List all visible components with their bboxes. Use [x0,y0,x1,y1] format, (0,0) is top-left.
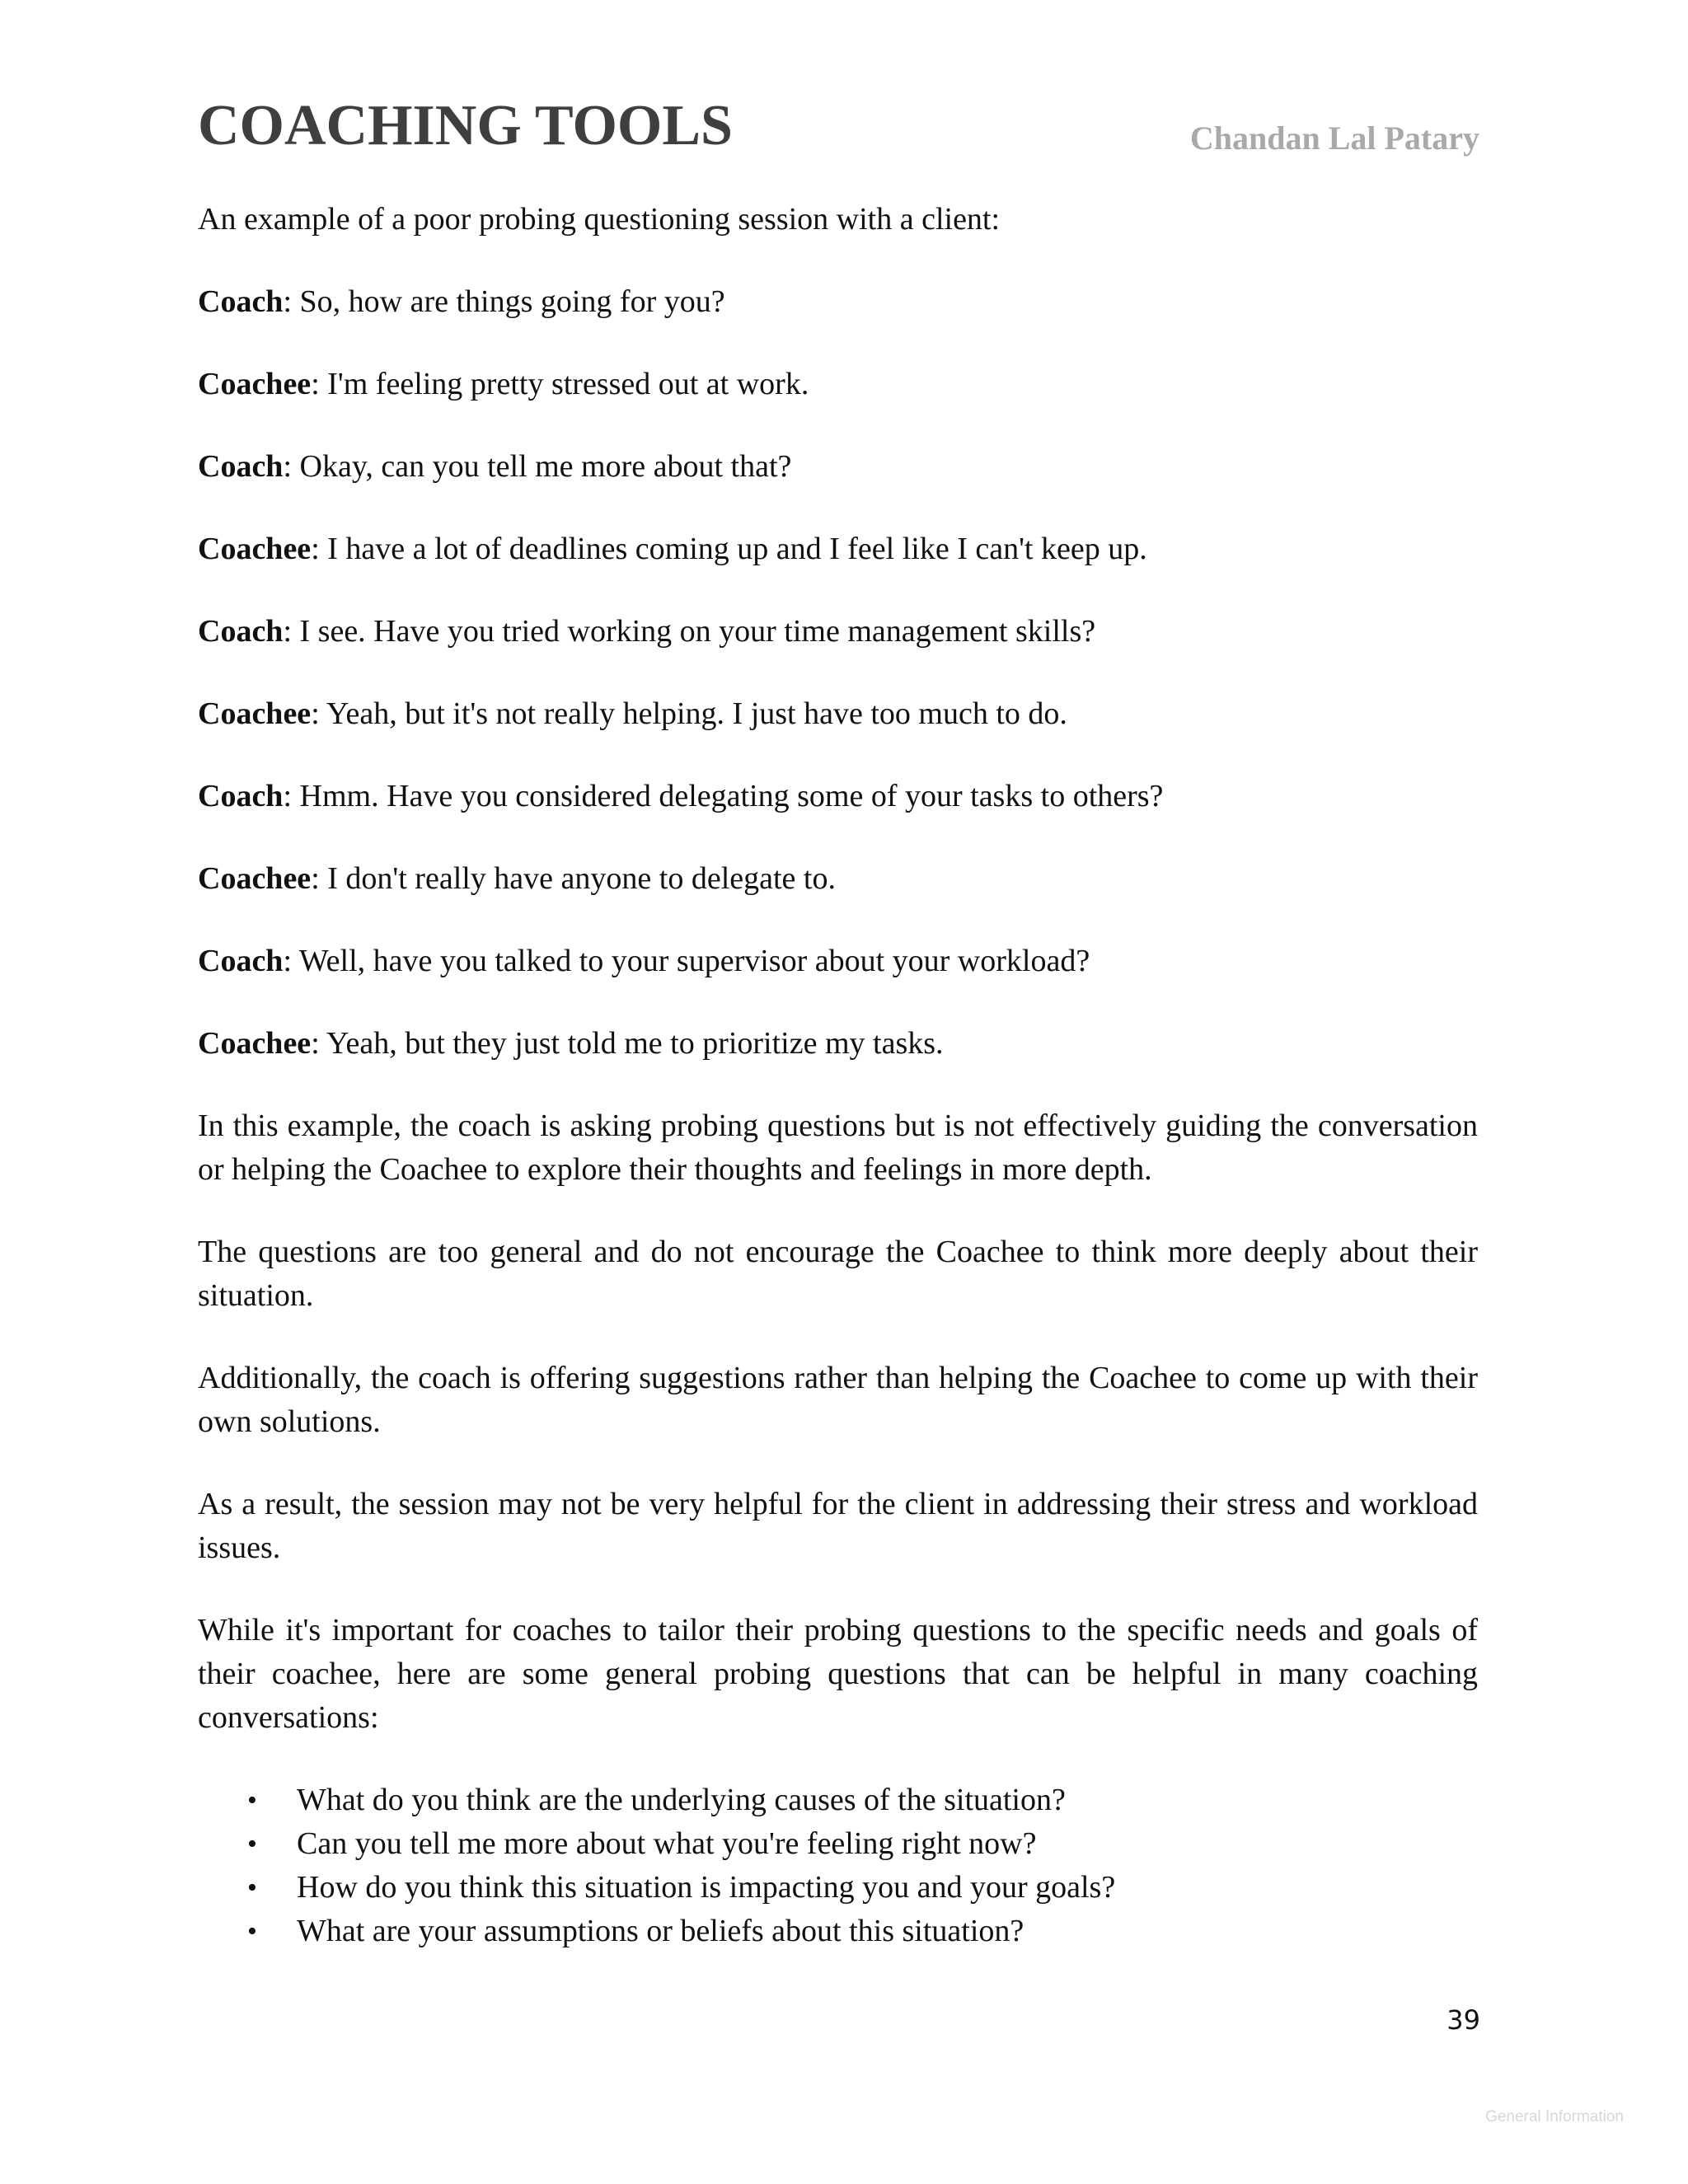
dialogue-text: : I'm feeling pretty stressed out at work. [311,367,809,401]
dialogue-text: : Yeah, but they just told me to prioritize my tasks. [311,1026,944,1061]
list-item-text: What are your assumptions or beliefs about this situation? [297,1914,1025,1948]
body-paragraph: The questions are too general and do not encourage the Coachee to think more deeply about their situation. [198,1235,1478,1313]
body-paragraph: In this example, the coach is asking probing questions but is not effectively guiding the conversation or helping the Coachee to explore their thoughts and feelings in more depth. [198,1108,1478,1187]
dialogue-text: : Yeah, but it's not really helping. I just have too much to do. [311,696,1067,731]
speaker-label: Coachee [198,861,312,896]
author-name: Chandan Lal Patary [1189,120,1479,157]
list-item-text: Can you tell me more about what you're feeling right now? [297,1826,1037,1861]
dialogue-line [198,363,1478,406]
bullet-icon: • [247,1872,257,1903]
dialogue-text: : Okay, can you tell me more about that? [283,449,792,484]
page-number: 39 [1447,2004,1480,2036]
bullet-icon: • [247,1785,257,1816]
dialogue-line [198,775,1478,818]
page-body [198,198,1478,1953]
bullet-icon: • [247,1829,257,1859]
list-item [247,1866,1478,1910]
list-item-text: How do you think this situation is impacting you and your goals? [297,1870,1116,1905]
speaker-label: Coachee [198,696,312,731]
list-item-text: What do you think are the underlying causes of the situation? [297,1783,1066,1817]
speaker-label: Coachee [198,1026,312,1061]
speaker-label: Coach [198,944,284,978]
dialogue-line [198,692,1478,736]
body-paragraph: As a result, the session may not be very helpful for the client in addressing their stress and workload issues. [198,1487,1478,1565]
page-title: COACHING TOOLS [198,94,733,157]
dialogue-text: : Well, have you talked to your supervisor about your workload? [283,944,1090,978]
bullet-icon: • [247,1916,257,1947]
list-item [247,1910,1478,1953]
list-item [247,1822,1478,1866]
dialogue-text: : I see. Have you tried working on your time management skills? [283,614,1096,649]
dialogue-line [198,527,1478,571]
probing-questions-list [198,1779,1478,1953]
list-item [247,1779,1478,1822]
intro-paragraph: An example of a poor probing questioning session with a client: [198,202,1001,237]
body-paragraph: While it's important for coaches to tailor their probing questions to the specific needs and goals of their coachee, here are some general probing questions that can be helpful in many coaching conversations: [198,1613,1478,1735]
dialogue-line [198,445,1478,489]
dialogue-line [198,1022,1478,1066]
speaker-label: Coach [198,614,284,649]
dialogue-line [198,940,1478,983]
speaker-label: Coach [198,779,284,813]
dialogue-text: : I don't really have anyone to delegate to. [311,861,836,896]
speaker-label: Coach [198,284,284,319]
speaker-label: Coachee [198,532,312,566]
body-paragraph: Additionally, the coach is offering suggestions rather than helping the Coachee to come up with their own solutions. [198,1361,1478,1439]
speaker-label: Coach [198,449,284,484]
dialogue-text: : So, how are things going for you? [283,284,725,319]
dialogue-line [198,857,1478,901]
footer-label: General Information [1485,2108,1624,2125]
dialogue-text: : I have a lot of deadlines coming up and I feel like I can't keep up. [311,532,1147,566]
dialogue-line [198,610,1478,654]
speaker-label: Coachee [198,367,312,401]
dialogue-line [198,280,1478,324]
dialogue-text: : Hmm. Have you considered delegating some of your tasks to others? [283,779,1164,813]
